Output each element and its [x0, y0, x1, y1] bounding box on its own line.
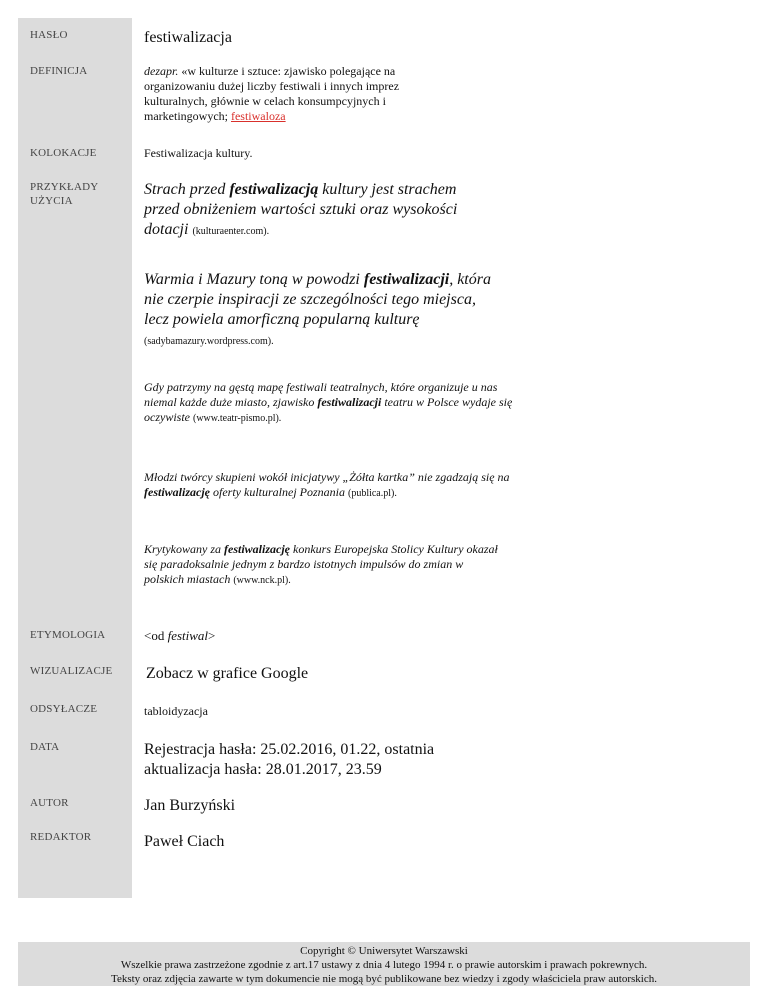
- label-autor: AUTOR: [30, 797, 69, 809]
- example-term: festiwalizację: [224, 542, 290, 556]
- label-data: DATA: [30, 741, 60, 753]
- label-definicja: DEFINICJA: [30, 65, 88, 77]
- etymology-prefix: <od: [144, 628, 168, 643]
- example-source: (sadybamazury.wordpress.com).: [144, 336, 274, 347]
- definition-text: «w kulturze i sztuce: zjawisko polegające na organizowaniu dużej liczby festiwali i innych imprez kulturalnych, głównie w celach konsumpcyjnych i marketingowych;: [144, 64, 400, 123]
- label-kolokacje: KOLOKACJE: [30, 147, 97, 159]
- label-odsylacze: ODSYŁACZE: [30, 703, 98, 715]
- example-text: kultury jest strachem przed obniżeniem wartości sztuki oraz wysokości dotacji: [144, 181, 458, 238]
- example-text: konkurs Europejska Stolicy Kultury okazał się paradoksalnie jednym z bardzo istotnych impulsów do zmian w polskich miastach: [144, 542, 498, 586]
- example-text: oferty kulturalnej Poznania: [210, 485, 348, 499]
- google-images-link[interactable]: Zobacz w grafice Google: [146, 665, 309, 682]
- editor: Paweł Ciach: [144, 833, 225, 850]
- definition: [144, 64, 444, 124]
- example-text: Strach przed: [144, 181, 230, 198]
- example-4: [144, 470, 519, 501]
- link-festiwaloza[interactable]: festiwaloza: [230, 109, 286, 123]
- example-source: (kulturaenter.com).: [192, 226, 270, 237]
- etymology: [144, 628, 215, 644]
- collocations: Festiwalizacja kultury.: [144, 146, 253, 160]
- headword: festiwalizacja: [144, 29, 232, 46]
- definition-qualifier: dezapr.: [144, 64, 179, 78]
- example-source: (www.teatr-pismo.pl).: [193, 413, 282, 424]
- example-term: festiwalizacji: [317, 395, 382, 409]
- example-text: , która nie czerpie inspiracji ze szczególności tego miejsca, lecz powiela amorficzną popularną kulturę: [144, 271, 491, 328]
- example-text: Krytykowany za: [144, 542, 224, 556]
- cross-reference-link[interactable]: tabloidyzacja: [144, 704, 208, 718]
- label-wizualizacje: WIZUALIZACJE: [30, 665, 113, 677]
- example-text: teatru w Polsce wydaje się oczywiste: [144, 395, 513, 424]
- footer-rights: Wszelkie prawa zastrzeżone zgodnie z art.17 ustawy z dnia 4 lutego 1994 r. o prawie autorskim i prawach pokrewnych.: [120, 959, 648, 971]
- etymology-word: festiwal: [167, 628, 209, 643]
- example-3: [144, 380, 514, 426]
- example-term: festiwalizację: [144, 485, 210, 499]
- example-text: Gdy patrzymy na gęstą mapę festiwali teatralnych, które organizuje u nas niemal każde duże miasto, zjawisko: [144, 380, 498, 409]
- footer-copyright: Copyright © Uniwersytet Warszawski: [300, 945, 468, 957]
- example-1: [144, 180, 494, 242]
- example-source: (www.nck.pl).: [233, 575, 291, 586]
- example-2: [144, 270, 494, 352]
- example-term: festiwalizacją: [229, 181, 319, 198]
- footer-notice: Teksty oraz zdjęcia zawarte w tym dokumencie nie mogą być publikowane bez wiedzy i zgody właściciela praw autorskich.: [111, 973, 657, 985]
- entry-date: Rejestracja hasła: 25.02.2016, 01.22, ostatnia aktualizacja hasła: 28.01.2017, 23.59: [144, 741, 435, 778]
- label-haslo: HASŁO: [30, 29, 68, 41]
- label-przyklady: PRZYKŁADY UŻYCIA: [30, 181, 99, 207]
- label-redaktor: REDAKTOR: [30, 831, 92, 843]
- etymology-suffix: >: [208, 628, 216, 643]
- footer: [18, 942, 750, 986]
- example-text: Warmia i Mazury toną w powodzi: [144, 271, 364, 288]
- example-5: [144, 542, 504, 588]
- example-text: Młodzi twórcy skupieni wokół inicjatywy „Żółta kartka” nie zgadzają się na: [144, 470, 510, 484]
- example-source: (publica.pl).: [347, 488, 397, 499]
- author: Jan Burzyński: [144, 797, 236, 814]
- label-etymologia: ETYMOLOGIA: [30, 629, 106, 641]
- example-term: festiwalizacji: [363, 271, 450, 288]
